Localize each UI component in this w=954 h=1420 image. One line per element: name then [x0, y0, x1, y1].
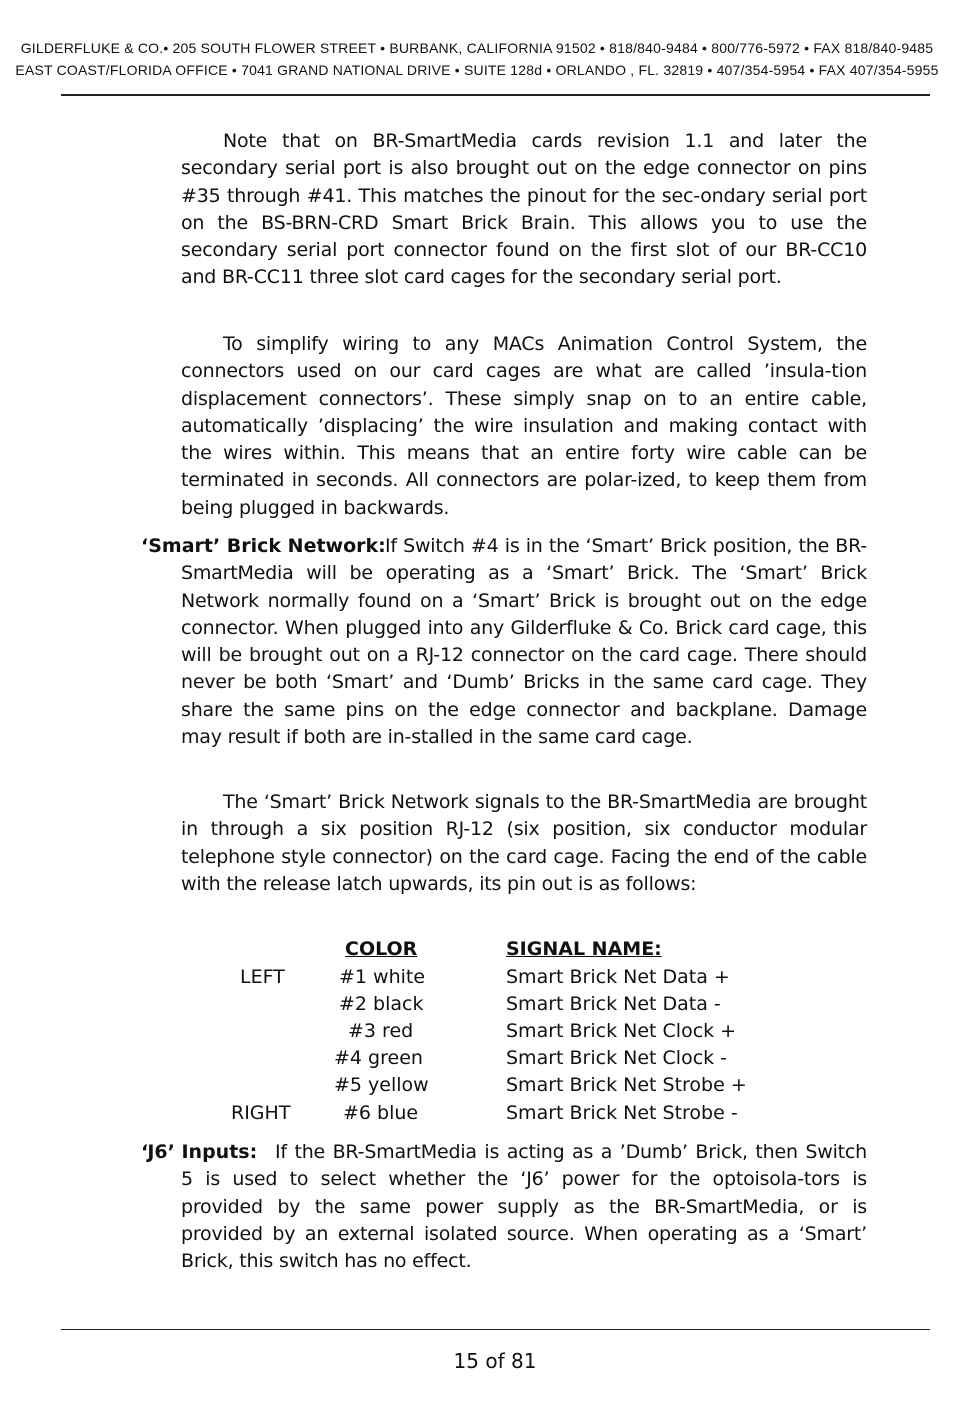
pin-signal: Smart Brick Net Strobe - [506, 1102, 738, 1124]
pin-side: RIGHT [231, 1102, 291, 1124]
paragraph-idc-connectors: To simplify wiring to any MACs Animation Control System, the connectors used on our card cages are what are called ’insula-tion displacement connectors’. These simply snap on to an entire cable, automatically ’displacing’ the wire insulation and making contact with the wires within. This means that an entire forty wire cable can be terminated in seconds. All connectors are polar-ized, to keep them from being plugged in backwards. [181, 333, 867, 519]
pin-signal: Smart Brick Net Data - [506, 993, 721, 1015]
pin-signal: Smart Brick Net Data + [506, 966, 730, 988]
footer-rule [61, 1329, 930, 1330]
pin-signal: Smart Brick Net Strobe + [506, 1074, 747, 1096]
smart-brick-network-label: ‘Smart’ Brick Network: [141, 535, 386, 557]
header-rule [61, 94, 930, 96]
paragraph-j6-inputs: If the BR-SmartMedia is acting as a ’Dumb’ Brick, then Switch 5 is used to select whether the ‘J6’ power for the optoisola-tors is provided by the same power supply as the BR-SmartMedia, or is provided by an external isolated source. When operating as a ‘Smart’ Brick, this switch has no effect. [181, 1141, 867, 1273]
pin-color: #2 black [339, 993, 424, 1015]
pin-signal: Smart Brick Net Clock - [506, 1047, 728, 1069]
header-address-line-2: EAST COAST/FLORIDA OFFICE • 7041 GRAND NATIONAL DRIVE • SUITE 128d • ORLANDO , FL. 32819 • 407/354-5954 • FAX 407/354-5955 [15, 62, 939, 78]
pin-table-header-signal: SIGNAL NAME: [506, 938, 662, 960]
paragraph-secondary-serial: Note that on BR-SmartMedia cards revision 1.1 and later the secondary serial port is also brought out on the edge connector on pins #35 through #41. This matches the pinout for the sec-ondary serial port on the BS-BRN-CRD Smart Brick Brain. This allows you to use the secondary serial port connector found on the first slot of our BR-CC10 and BR-CC11 three slot card cages for the secondary serial port. [181, 130, 867, 289]
paragraph-smart-brick-network: If Switch #4 is in the ‘Smart’ Brick position, the BR-SmartMedia will be operating as a ‘Smart’ Brick. The ‘Smart’ Brick Network normally found on a ‘Smart’ Brick is brought out on the edge connector. When plugged into any Gilderfluke & Co. Brick card cage, this will be brought out on a RJ-12 connector on the card cage. There should never be both ‘Smart’ and ‘Dumb’ Bricks in the same card cage. They share the same pins on the edge connector and backplane. Damage may result if both are in-stalled in the same card cage. [181, 535, 867, 749]
pin-color: #4 green [334, 1047, 423, 1069]
pin-color: #5 yellow [334, 1074, 429, 1096]
header-address-line-1: GILDERFLUKE & CO.• 205 SOUTH FLOWER STREET • BURBANK, CALIFORNIA 91502 • 818/840-9484 • 800/776-5972 • FAX 818/840-9485 [20, 40, 934, 56]
pin-signal: Smart Brick Net Clock + [506, 1020, 737, 1042]
j6-inputs-label: ‘J6’ Inputs: [141, 1141, 258, 1163]
pin-table-header-color: COLOR [345, 938, 418, 960]
pin-color: #6 blue [343, 1102, 419, 1124]
pin-color: #1 white [339, 966, 426, 988]
paragraph-rj12-pinout: The ‘Smart’ Brick Network signals to the BR-SmartMedia are brought in through a six position RJ-12 (six position, six conductor modular telephone style connector) on the card cage. Facing the end of the cable with the release latch upwards, its pin out is as follows: [181, 791, 867, 895]
pin-side: LEFT [240, 966, 285, 988]
pin-color: #3 red [348, 1020, 414, 1042]
page-number: 15 of 81 [453, 1349, 537, 1373]
